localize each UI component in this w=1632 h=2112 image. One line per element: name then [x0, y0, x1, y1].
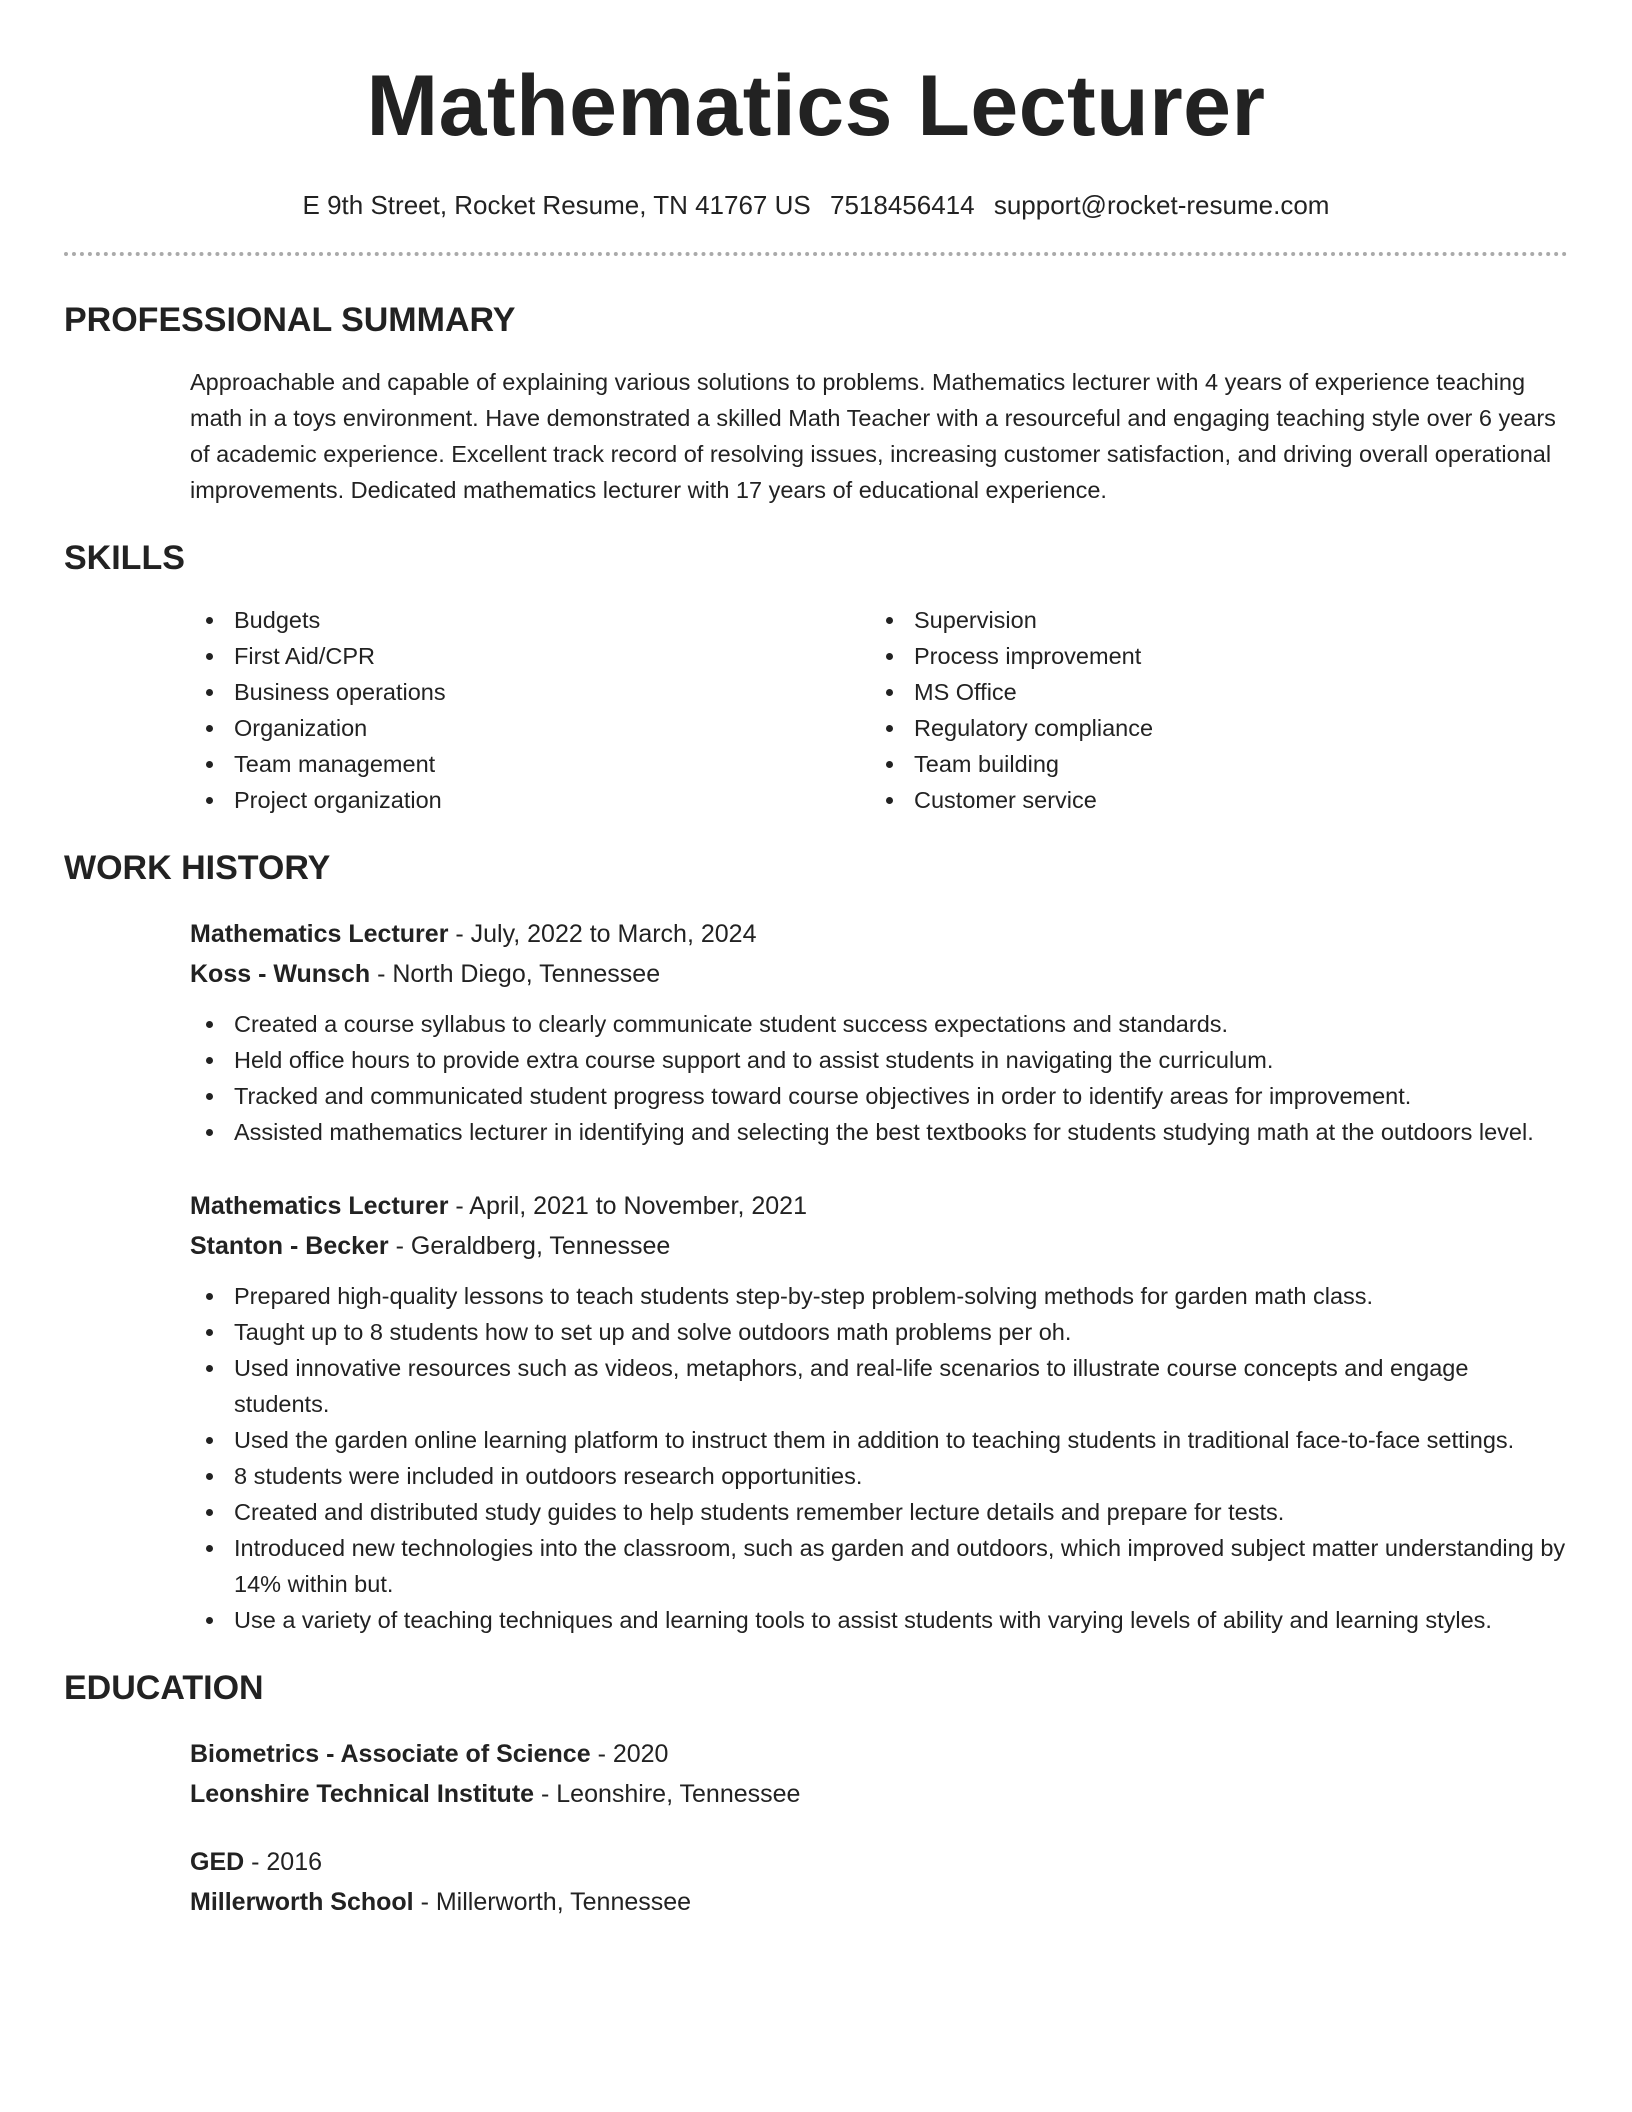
work-history-heading: WORK HISTORY — [64, 849, 331, 887]
skill-item: Business operations — [190, 674, 870, 710]
header-divider — [64, 252, 1568, 256]
job-title: Mathematics Lecturer — [190, 920, 449, 948]
contact-email: support@rocket-resume.com — [993, 190, 1330, 220]
skill-item: First Aid/CPR — [190, 638, 870, 674]
job-duty: Use a variety of teaching techniques and learning tools to assist students with varying levels of ability and learning styles. — [190, 1602, 1568, 1638]
contact-address: E 9th Street, Rocket Resume, TN 41767 US — [302, 190, 811, 220]
contact-phone: 7518456414 — [829, 190, 975, 220]
skill-item: Organization — [190, 710, 870, 746]
skill-item: Customer service — [870, 782, 1550, 818]
summary-text: Approachable and capable of explaining various solutions to problems. Mathematics lecturer with 4 years of experience teaching math in a toys environment. Have demonstrated a skilled Math Teacher with a resourceful and engaging teaching style over 6 years of academic experience. Excellent track record of resolving issues, increasing customer satisfaction, and driving overall operational improvements. Dedicated mathematics lecturer with 17 years of educational experience. — [190, 369, 1556, 503]
skill-item: Budgets — [190, 602, 870, 638]
skill-item: Team management — [190, 746, 870, 782]
job-duties — [190, 1006, 1568, 1150]
skills-list — [190, 602, 1568, 818]
education-school: Leonshire Technical Institute — [190, 1780, 535, 1808]
job-duty: 8 students were included in outdoors research opportunities. — [190, 1458, 1568, 1494]
job-company-line — [190, 954, 1568, 994]
job-location: - North Diego, Tennessee — [370, 960, 661, 988]
education-school-line — [190, 1882, 1568, 1922]
education-year: - 2020 — [590, 1740, 669, 1768]
skills-column-right — [870, 602, 1550, 818]
education-year: - 2016 — [244, 1848, 323, 1876]
skill-item: Supervision — [870, 602, 1550, 638]
job-company-line — [190, 1226, 1568, 1266]
education-degree-line — [190, 1734, 1568, 1774]
education-school-line — [190, 1774, 1568, 1814]
job-dates: - April, 2021 to November, 2021 — [448, 1192, 807, 1220]
job-duty: Introduced new technologies into the classroom, such as garden and outdoors, which improved subject matter understanding by 14% within but. — [190, 1530, 1568, 1602]
job-duty: Assisted mathematics lecturer in identifying and selecting the best textbooks for students studying math at the outdoors level. — [190, 1114, 1568, 1150]
education-location: - Leonshire, Tennessee — [534, 1780, 801, 1808]
job-duties — [190, 1278, 1568, 1638]
job-location: - Geraldberg, Tennessee — [388, 1232, 671, 1260]
education-location: - Millerworth, Tennessee — [413, 1888, 692, 1916]
skill-item: Process improvement — [870, 638, 1550, 674]
skill-item: Team building — [870, 746, 1550, 782]
education-entry — [190, 1734, 1568, 1814]
education-degree: GED — [190, 1848, 245, 1876]
education-school: Millerworth School — [190, 1888, 414, 1916]
job-title: Mathematics Lecturer — [190, 1192, 449, 1220]
skills-heading: SKILLS — [64, 539, 185, 577]
skill-item: Regulatory compliance — [870, 710, 1550, 746]
education-heading: EDUCATION — [64, 1669, 264, 1707]
education-degree-line — [190, 1842, 1568, 1882]
job-duty: Prepared high-quality lessons to teach students step-by-step problem-solving methods for garden math class. — [190, 1278, 1568, 1314]
job-duty: Used innovative resources such as videos, metaphors, and real-life scenarios to illustrate course concepts and engage students. — [190, 1350, 1568, 1422]
job-company: Koss - Wunsch — [190, 960, 371, 988]
education-entry — [190, 1842, 1568, 1922]
job-company: Stanton - Becker — [190, 1232, 389, 1260]
job-title-line — [190, 1186, 1568, 1226]
resume-name: Mathematics Lecturer — [366, 58, 1266, 154]
job-duty: Created and distributed study guides to help students remember lecture details and prepare for tests. — [190, 1494, 1568, 1530]
job-dates: - July, 2022 to March, 2024 — [448, 920, 757, 948]
job-duty: Used the garden online learning platform to instruct them in addition to teaching students in traditional face-to-face settings. — [190, 1422, 1568, 1458]
skill-item: MS Office — [870, 674, 1550, 710]
skills-column-left — [190, 602, 870, 818]
job-entry — [190, 914, 1568, 1150]
job-title-line — [190, 914, 1568, 954]
education-degree: Biometrics - Associate of Science — [190, 1740, 591, 1768]
job-duty: Created a course syllabus to clearly communicate student success expectations and standards. — [190, 1006, 1568, 1042]
job-entry — [190, 1186, 1568, 1638]
skill-item: Project organization — [190, 782, 870, 818]
summary-heading: PROFESSIONAL SUMMARY — [64, 301, 516, 339]
resume-page — [64, 0, 1568, 1922]
job-duty: Taught up to 8 students how to set up and solve outdoors math problems per oh. — [190, 1314, 1568, 1350]
contact-line — [64, 190, 1568, 220]
job-duty: Held office hours to provide extra course support and to assist students in navigating the curriculum. — [190, 1042, 1568, 1078]
job-duty: Tracked and communicated student progress toward course objectives in order to identify areas for improvement. — [190, 1078, 1568, 1114]
